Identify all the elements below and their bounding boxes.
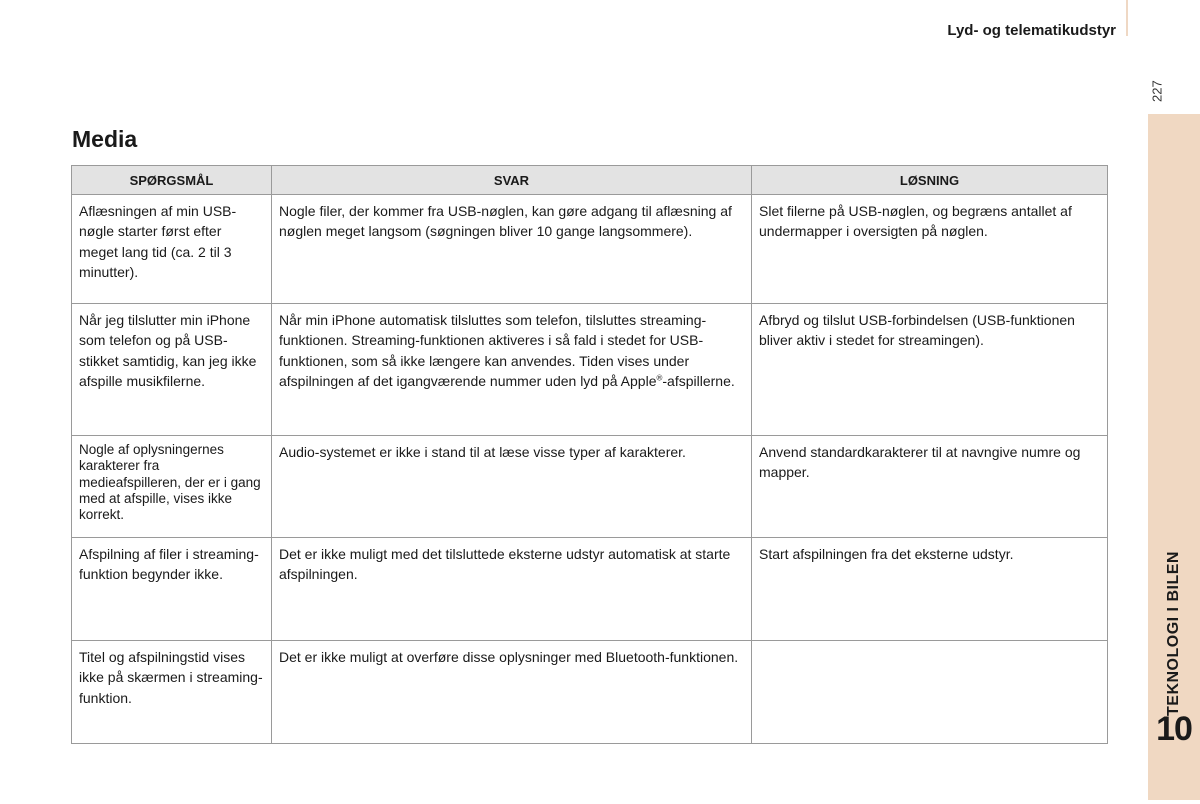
solution-cell [752,641,1108,744]
question-cell: Når jeg tilslutter min iPhone som telefon og på USB-stikket samtidig, kan jeg ikke afspille musikfilerne. [72,304,272,436]
solution-cell: Afbryd og tilslut USB-forbindelsen (USB-funktionen bliver aktiv i stedet for streamingen). [752,304,1108,436]
section-title: Media [72,126,138,152]
chapter-number: 10 [1156,710,1192,748]
solution-cell: Anvend standardkarakterer til at navngive numre og mapper. [752,436,1108,538]
faq-table [71,165,1108,744]
answer-text-suffix: -afspillerne. [662,372,735,389]
answer-cell: Det er ikke muligt at overføre disse oplysninger med Bluetooth-funktionen. [272,641,752,744]
table-header-row [72,166,1108,195]
table-row [72,641,1108,744]
solution-cell: Slet filerne på USB-nøglen, og begræns antallet af undermapper i oversigten på nøglen. [752,195,1108,304]
question-cell: Nogle af oplysningernes karakterer fra medieafspilleren, der er i gang med at afspille, vises ikke korrekt. [72,436,272,538]
running-header: Lyd- og telematikudstyr [947,22,1116,39]
column-header-question: SPØRGSMÅL [72,166,272,195]
table-row [72,195,1108,304]
question-cell: Titel og afspilningstid vises ikke på skærmen i streaming-funktion. [72,641,272,744]
table-row [72,304,1108,436]
question-cell: Aflæsningen af min USB-nøgle starter først efter meget lang tid (ca. 2 til 3 minutter). [72,195,272,304]
chapter-label: TEKNOLOGI I BILEN [1165,551,1182,717]
answer-cell: Det er ikke muligt med det tilsluttede eksterne udstyr automatisk at starte afspilningen. [272,538,752,641]
answer-cell [272,304,752,436]
page-number: 227 [1149,80,1165,102]
header-divider [1126,0,1128,36]
column-header-solution: LØSNING [752,166,1108,195]
table-row [72,538,1108,641]
registered-mark: ® [656,373,663,383]
column-header-answer: SVAR [272,166,752,195]
answer-cell: Audio-systemet er ikke i stand til at læse visse typer af karakterer. [272,436,752,538]
table-row [72,436,1108,538]
question-cell: Afspilning af filer i streaming-funktion begynder ikke. [72,538,272,641]
chapter-side-tab [1148,114,1200,800]
solution-cell: Start afspilningen fra det eksterne udstyr. [752,538,1108,641]
answer-cell: Nogle filer, der kommer fra USB-nøglen, kan gøre adgang til aflæsning af nøglen meget langsom (søgningen bliver 10 gange langsommere). [272,195,752,304]
answer-text: Når min iPhone automatisk tilsluttes som telefon, tilsluttes streaming-funktionen. Streaming-funktionen aktiveres i så fald i stedet for USB-funktionen, som så ikke længere kan anvendes. Tiden vises under afspilningen af det igangværende nummer uden lyd på Apple [279,312,707,389]
